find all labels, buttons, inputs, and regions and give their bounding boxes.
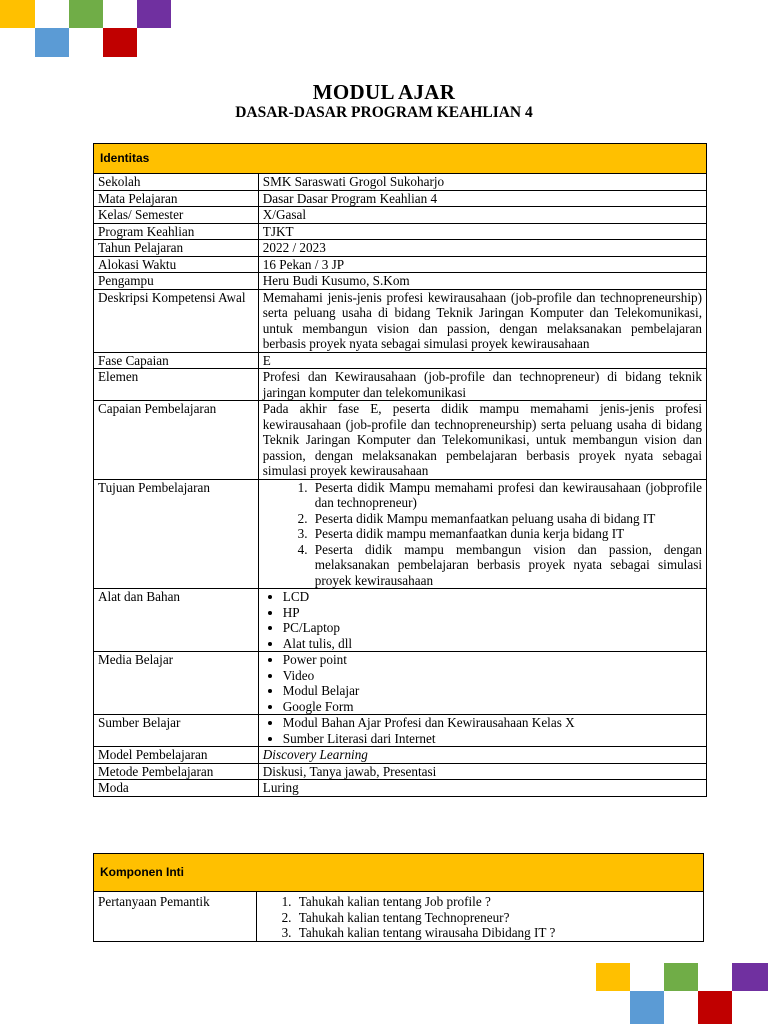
table-row [94,780,707,797]
table-row [94,289,707,352]
row-label: Alokasi Waktu [94,256,259,273]
decor-square-green [664,963,698,991]
table-row [94,352,707,369]
table-row [94,715,707,747]
decor-square-blue [35,28,69,57]
row-value: X/Gasal [258,207,706,224]
row-value: Pada akhir fase E, peserta didik mampu memahami jenis-jenis profesi kewirausahaan (job-profile dan technopreneurship) serta peluang usaha di bidang Teknik Jaringan Komputer dan Telekomunikasi, untuk membangun vision dan passion, dengan melaksanakan pembelajaran berbasis proyek nyata sebagai simulasi proyek kewirausahaan [258,401,706,480]
row-value [258,589,706,652]
row-value [256,892,703,942]
row-value: Heru Budi Kusumo, S.Kom [258,273,706,290]
tujuan-list [263,480,702,589]
row-value: Memahami jenis-jenis profesi kewirausahaan (job-profile dan technopreneurship) serta peluang usaha di bidang Teknik Jaringan Komputer dan Telekomunikasi, untuk membangun vision dan passion, dengan melaksanakan pembelajaran berbasis proyek nyata sebagai simulasi proyek kewirausahaan [258,289,706,352]
row-value: Diskusi, Tanya jawab, Presentasi [258,763,706,780]
table-row [94,479,707,589]
table-row [94,190,707,207]
list-item: • Modul Belajar [283,683,702,699]
table-row [94,223,707,240]
list-item: 2. Peserta didik Mampu memanfaatkan peluang usaha di bidang IT [311,511,702,527]
row-value: E [258,352,706,369]
row-label: Pengampu [94,273,259,290]
decor-square-green [69,0,103,28]
decor-square-purple [732,963,768,991]
row-label: Alat dan Bahan [94,589,259,652]
row-label: Media Belajar [94,652,259,715]
identitas-table [93,143,707,797]
row-value: Dasar Dasar Program Keahlian 4 [258,190,706,207]
list-item: • Sumber Literasi dari Internet [283,731,702,747]
row-label: Capaian Pembelajaran [94,401,259,480]
row-value: Profesi dan Kewirausahaan (job-profile dan technopreneur) di bidang teknik jaringan komputer dan telekomunikasi [258,369,706,401]
list-item: • Google Form [283,699,702,715]
row-value: 16 Pekan / 3 JP [258,256,706,273]
list-item: 2. Tahukah kalian tentang Technopreneur? [295,910,699,926]
row-label: Pertanyaan Pemantik [94,892,257,942]
row-label: Sekolah [94,174,259,191]
pertanyaan-list [261,894,699,941]
table-row [94,652,707,715]
page-title: MODUL AJAR [312,80,456,104]
row-value: 2022 / 2023 [258,240,706,257]
table-row [94,207,707,224]
row-label: Sumber Belajar [94,715,259,747]
row-label: Tujuan Pembelajaran [94,479,259,589]
list-item: • Power point [283,652,702,668]
table-row [94,174,707,191]
table-row [94,369,707,401]
row-value: SMK Saraswati Grogol Sukoharjo [258,174,706,191]
row-label: Metode Pembelajaran [94,763,259,780]
alat-list [263,589,702,651]
row-value: TJKT [258,223,706,240]
media-list [263,652,702,714]
row-label: Deskripsi Kompetensi Awal [94,289,259,352]
row-label: Tahun Pelajaran [94,240,259,257]
table-row [94,256,707,273]
row-value: Luring [258,780,706,797]
row-value [258,715,706,747]
decor-square-yellow [0,0,35,28]
identitas-header-row [94,144,707,174]
list-item: • HP [283,605,702,621]
row-value [258,652,706,715]
list-item: • Alat tulis, dll [283,636,702,652]
row-label: Kelas/ Semester [94,207,259,224]
table-row [94,763,707,780]
table-row [94,589,707,652]
decor-square-red [698,991,732,1024]
decor-square-purple [137,0,171,28]
identitas-heading: Identitas [94,144,707,174]
list-item: 1. Tahukah kalian tentang Job profile ? [295,894,699,910]
list-item: 1. Peserta didik Mampu memahami profesi dan kewirausahaan (jobprofile dan technopreneur) [311,480,702,511]
list-item: • PC/Laptop [283,620,702,636]
list-item: 3. Peserta didik mampu memanfaatkan dunia kerja bidang IT [311,526,702,542]
decor-square-red [103,28,137,57]
table-row [94,747,707,764]
row-label: Mata Pelajaran [94,190,259,207]
list-item: 3. Tahukah kalian tentang wirausaha Dibidang IT ? [295,925,699,941]
komponen-heading: Komponen Inti [94,854,704,892]
sumber-list [263,715,702,746]
row-label: Elemen [94,369,259,401]
list-item: • LCD [283,589,702,605]
komponen-table [93,853,704,942]
table-row [94,892,704,942]
table-row [94,273,707,290]
komponen-header-row [94,854,704,892]
row-value: Discovery Learning [258,747,706,764]
page-subtitle: DASAR-DASAR PROGRAM KEAHLIAN 4 [235,104,533,121]
table-row [94,240,707,257]
row-label: Program Keahlian [94,223,259,240]
decor-square-yellow [596,963,630,991]
list-item: • Modul Bahan Ajar Profesi dan Kewirausahaan Kelas X [283,715,702,731]
row-value [258,479,706,589]
row-label: Moda [94,780,259,797]
list-item: 4. Peserta didik mampu membangun vision dan passion, dengan melaksanakan pembelajaran berbasis proyek nyata sebagai simulasi proyek kewirausahaan [311,542,702,589]
table-row [94,401,707,480]
list-item: • Video [283,668,702,684]
row-label: Model Pembelajaran [94,747,259,764]
row-label: Fase Capaian [94,352,259,369]
decor-square-blue [630,991,664,1024]
